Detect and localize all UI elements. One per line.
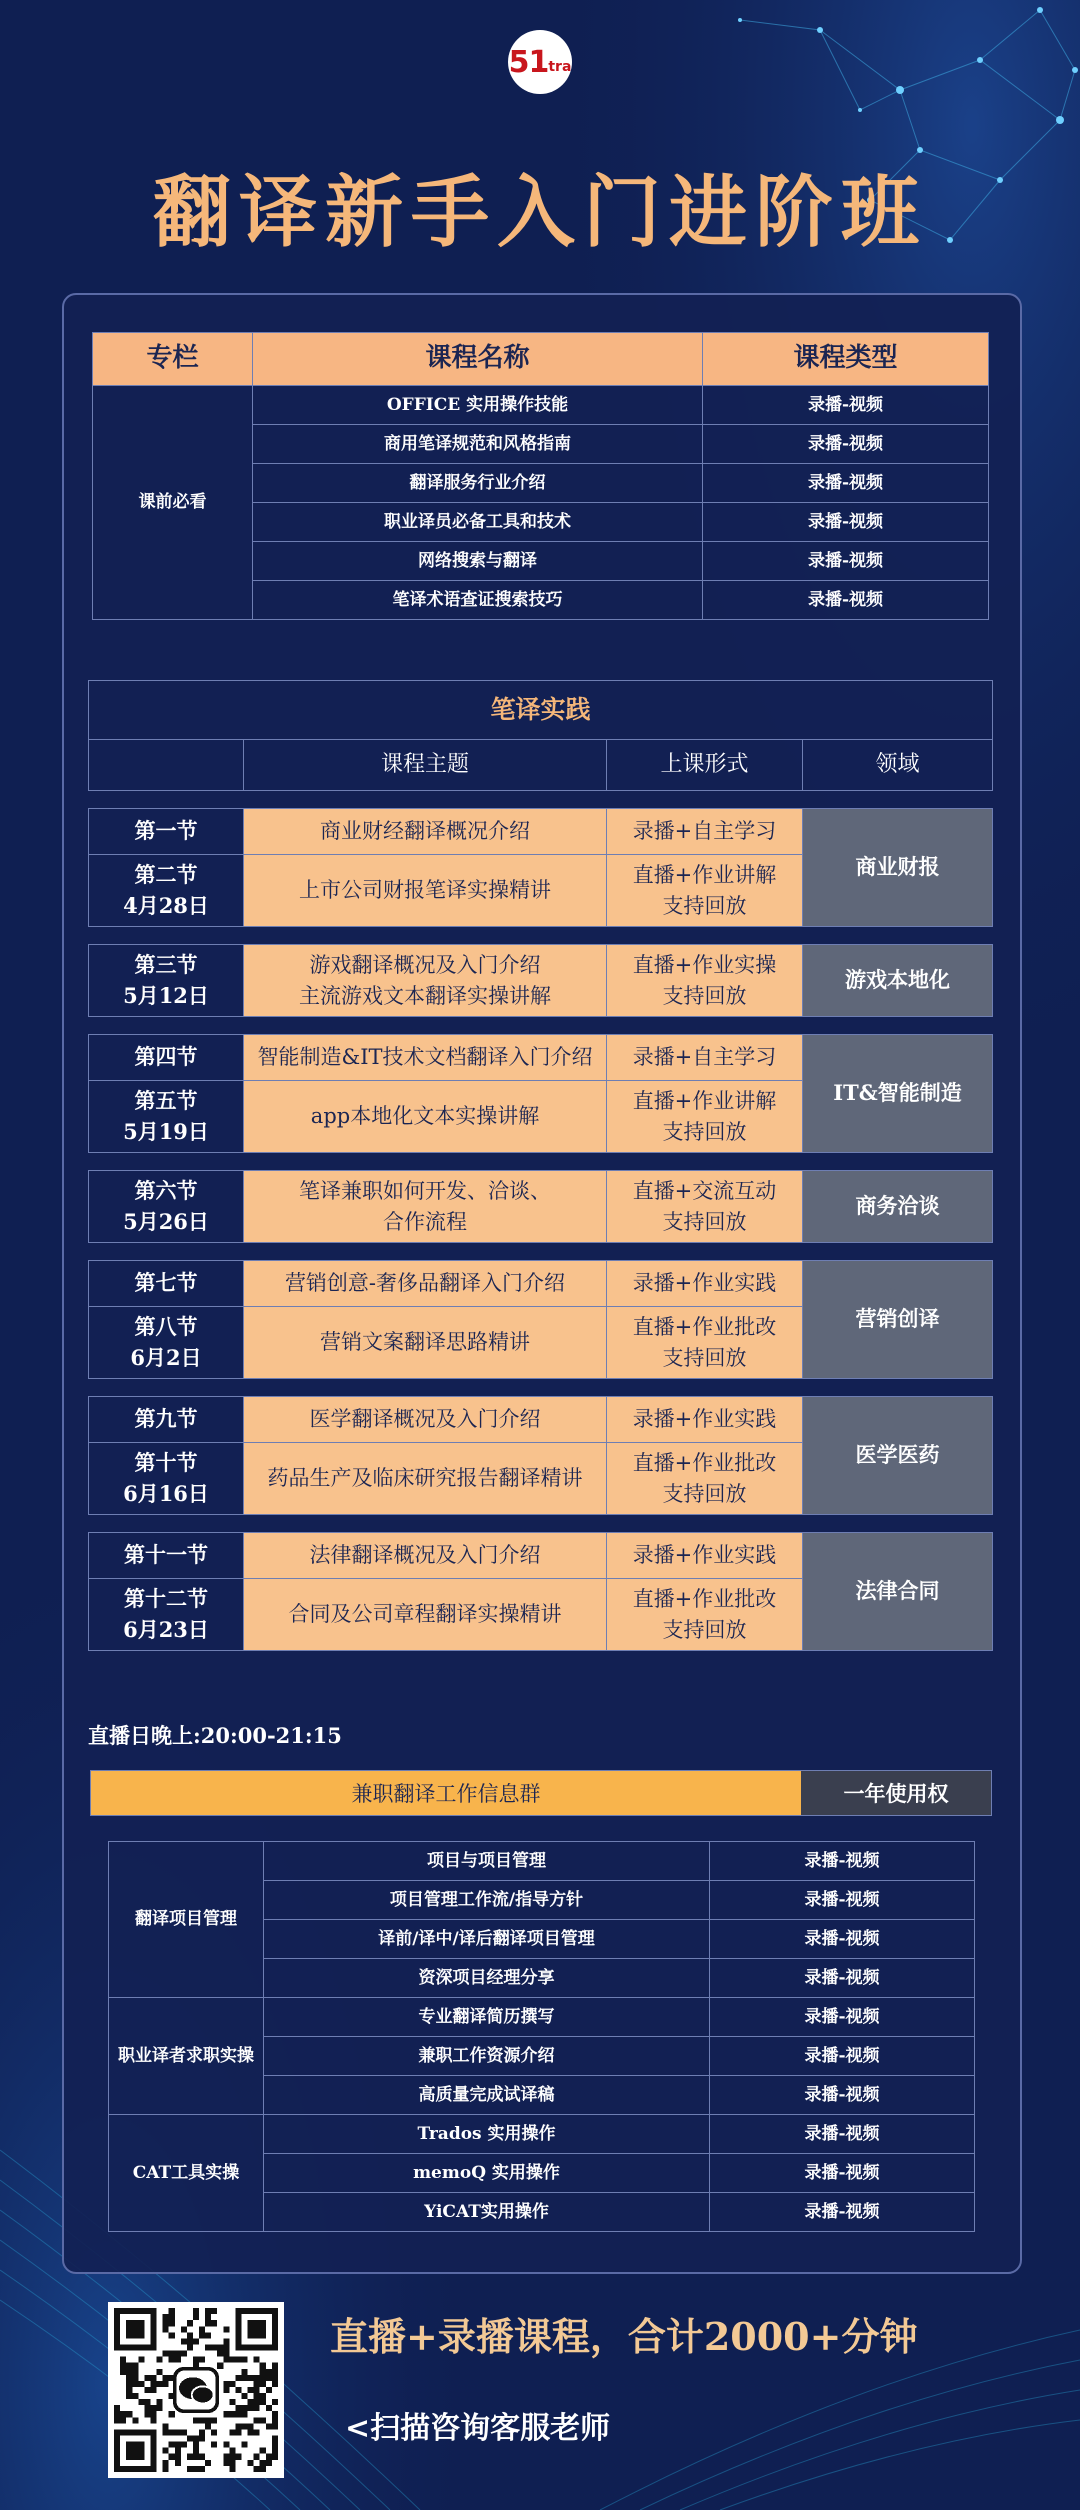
lesson-number [89, 1307, 244, 1379]
lesson-topic: 笔译兼职如何开发、洽谈、 合作流程 [244, 1171, 607, 1243]
lesson-form: 录播+作业实践 [607, 1261, 803, 1307]
lesson-form: 录播+自主学习 [607, 1035, 803, 1081]
header-form: 上课形式 [607, 740, 803, 791]
header-topic: 课程主题 [244, 740, 607, 791]
lesson-domain: 游戏本地化 [803, 945, 993, 1017]
lesson-row [89, 1261, 993, 1307]
group-gap [89, 1243, 993, 1261]
promo-text: 直播+录播课程，合计2000+分钟 [330, 2314, 918, 2359]
group-gap [89, 1515, 993, 1533]
group-gap [89, 927, 993, 945]
course-type: 录播-视频 [703, 464, 989, 503]
lesson-form: 录播+作业实践 [607, 1533, 803, 1579]
lesson-topic: 合同及公司章程翻译实操精讲 [244, 1579, 607, 1651]
gap-cell [89, 1379, 993, 1397]
practice-table [88, 680, 993, 1651]
lesson-label: 第五节 [134, 1088, 198, 1114]
header-domain: 领域 [803, 740, 993, 791]
header-course-type: 课程类型 [703, 333, 989, 386]
course-name: 职业译员必备工具和技术 [253, 503, 703, 542]
header-lesson [89, 740, 244, 791]
gap-cell [89, 1243, 993, 1261]
lesson-date: 5月12日 [123, 982, 209, 1008]
group-gap [89, 1379, 993, 1397]
lesson-number [89, 1261, 244, 1307]
lesson-topic: 医学翻译概况及入门介绍 [244, 1397, 607, 1443]
table-row [109, 1842, 975, 1881]
lesson-label: 第十节 [134, 1450, 198, 1476]
lesson-topic: 营销创意-奢侈品翻译入门介绍 [244, 1261, 607, 1307]
lesson-label: 第十一节 [124, 1542, 208, 1568]
lesson-label: 第四节 [134, 1044, 198, 1070]
group-gap [89, 1153, 993, 1171]
lesson-row [89, 945, 993, 1017]
gap-cell [89, 1515, 993, 1533]
lesson-label: 第六节 [134, 1178, 198, 1204]
job-info-group-bar [90, 1770, 992, 1816]
lesson-number [89, 1081, 244, 1153]
course-name: 翻译服务行业介绍 [253, 464, 703, 503]
lesson-topic: 药品生产及临床研究报告翻译精讲 [244, 1443, 607, 1515]
course-name: YiCAT实用操作 [264, 2193, 710, 2232]
lesson-topic: 法律翻译概况及入门介绍 [244, 1533, 607, 1579]
gap-cell [89, 1017, 993, 1035]
lesson-number [89, 809, 244, 855]
lesson-number [89, 1035, 244, 1081]
lesson-number [89, 1397, 244, 1443]
lesson-form: 录播+自主学习 [607, 809, 803, 855]
lesson-topic: 智能制造&IT技术文档翻译入门介绍 [244, 1035, 607, 1081]
course-type: 录播-视频 [710, 1920, 975, 1959]
lesson-row [89, 1397, 993, 1443]
lesson-form: 直播+作业批改 支持回放 [607, 1307, 803, 1379]
lesson-topic: 游戏翻译概况及入门介绍 主流游戏文本翻译实操讲解 [244, 945, 607, 1017]
course-type: 录播-视频 [703, 503, 989, 542]
lesson-label: 第十二节 [124, 1586, 208, 1612]
course-type: 录播-视频 [710, 1842, 975, 1881]
lesson-domain: 营销创译 [803, 1261, 993, 1379]
group-bar-label: 兼职翻译工作信息群 [91, 1771, 801, 1815]
course-name: 高质量完成试译稿 [264, 2076, 710, 2115]
course-name: 资深项目经理分享 [264, 1959, 710, 1998]
lesson-label: 第九节 [134, 1406, 198, 1432]
group-gap [89, 1017, 993, 1035]
course-type: 录播-视频 [703, 542, 989, 581]
lesson-form: 直播+交流互动 支持回放 [607, 1171, 803, 1243]
brand-logo [508, 30, 572, 94]
lesson-form: 直播+作业批改 支持回放 [607, 1443, 803, 1515]
lesson-form: 直播+作业批改 支持回放 [607, 1579, 803, 1651]
lesson-number [89, 1443, 244, 1515]
lesson-date: 4月28日 [123, 892, 209, 918]
course-type: 录播-视频 [710, 2154, 975, 2193]
table-row [93, 386, 989, 425]
lesson-domain: 商业财报 [803, 809, 993, 927]
lesson-form: 直播+作业实操 支持回放 [607, 945, 803, 1017]
gap-cell [89, 791, 993, 809]
table-row [109, 2115, 975, 2154]
course-name: Trados 实用操作 [264, 2115, 710, 2154]
course-name: 专业翻译简历撰写 [264, 1998, 710, 2037]
group-gap [89, 791, 993, 809]
module-name: 职业译者求职实操 [109, 1998, 264, 2115]
scan-consult-text: <扫描咨询客服老师 [345, 2411, 611, 2446]
lesson-date: 6月23日 [123, 1616, 209, 1642]
course-type: 录播-视频 [710, 2115, 975, 2154]
lesson-domain: 医学医药 [803, 1397, 993, 1515]
course-type: 录播-视频 [710, 1998, 975, 2037]
lesson-number [89, 1533, 244, 1579]
lesson-domain: 法律合同 [803, 1533, 993, 1651]
lesson-form: 直播+作业讲解 支持回放 [607, 855, 803, 927]
practice-section-title: 笔译实践 [89, 681, 993, 740]
course-name: 网络搜索与翻译 [253, 542, 703, 581]
course-type: 录播-视频 [710, 2193, 975, 2232]
course-type: 录播-视频 [703, 425, 989, 464]
column-label: 课前必看 [93, 386, 253, 620]
course-type: 录播-视频 [710, 1881, 975, 1920]
lesson-row [89, 1171, 993, 1243]
course-name: 笔译术语查证搜索技巧 [253, 581, 703, 620]
lesson-label: 第一节 [134, 818, 198, 844]
lesson-domain: IT&智能制造 [803, 1035, 993, 1153]
lesson-topic: app本地化文本实操讲解 [244, 1081, 607, 1153]
lesson-label: 第七节 [134, 1270, 198, 1296]
lesson-label: 第三节 [134, 952, 198, 978]
logo-number: 51 [508, 44, 549, 80]
header-column: 专栏 [93, 333, 253, 386]
qr-code[interactable] [108, 2302, 284, 2478]
course-name: 项目管理工作流/指导方针 [264, 1881, 710, 1920]
lesson-topic: 商业财经翻译概况介绍 [244, 809, 607, 855]
bonus-course-table [108, 1841, 975, 2232]
gap-cell [89, 927, 993, 945]
course-type: 录播-视频 [710, 2037, 975, 2076]
lesson-topic: 营销文案翻译思路精讲 [244, 1307, 607, 1379]
lesson-number [89, 855, 244, 927]
pre-course-table [92, 332, 989, 620]
course-type: 录播-视频 [710, 2076, 975, 2115]
lesson-date: 6月16日 [123, 1480, 209, 1506]
lesson-domain: 商务洽谈 [803, 1171, 993, 1243]
module-name: 翻译项目管理 [109, 1842, 264, 1998]
lesson-topic: 上市公司财报笔译实操精讲 [244, 855, 607, 927]
page-title: 翻译新手入门进阶班 [152, 167, 927, 258]
course-type: 录播-视频 [703, 386, 989, 425]
live-time-note: 直播日晚上:20:00-21:15 [88, 1723, 342, 1748]
lesson-label: 第八节 [134, 1314, 198, 1340]
course-type: 录播-视频 [703, 581, 989, 620]
course-name: OFFICE 实用操作技能 [253, 386, 703, 425]
gap-cell [89, 1153, 993, 1171]
course-name: memoQ 实用操作 [264, 2154, 710, 2193]
lesson-form: 录播+作业实践 [607, 1397, 803, 1443]
course-type: 录播-视频 [710, 1959, 975, 1998]
group-bar-right: 一年使用权 [801, 1771, 991, 1815]
course-name: 兼职工作资源介绍 [264, 2037, 710, 2076]
lesson-label: 第二节 [134, 862, 198, 888]
lesson-row [89, 809, 993, 855]
course-name: 商用笔译规范和风格指南 [253, 425, 703, 464]
header-course-name: 课程名称 [253, 333, 703, 386]
lesson-number [89, 1171, 244, 1243]
logo-suffix: tra [548, 59, 572, 75]
lesson-date: 5月19日 [123, 1118, 209, 1144]
lesson-form: 直播+作业讲解 支持回放 [607, 1081, 803, 1153]
lesson-date: 6月2日 [130, 1344, 202, 1370]
lesson-number [89, 1579, 244, 1651]
course-name: 项目与项目管理 [264, 1842, 710, 1881]
lesson-row [89, 1533, 993, 1579]
table-row [109, 1998, 975, 2037]
module-name: CAT工具实操 [109, 2115, 264, 2232]
course-name: 译前/译中/译后翻译项目管理 [264, 1920, 710, 1959]
lesson-date: 5月26日 [123, 1208, 209, 1234]
lesson-number [89, 945, 244, 1017]
lesson-row [89, 1035, 993, 1081]
